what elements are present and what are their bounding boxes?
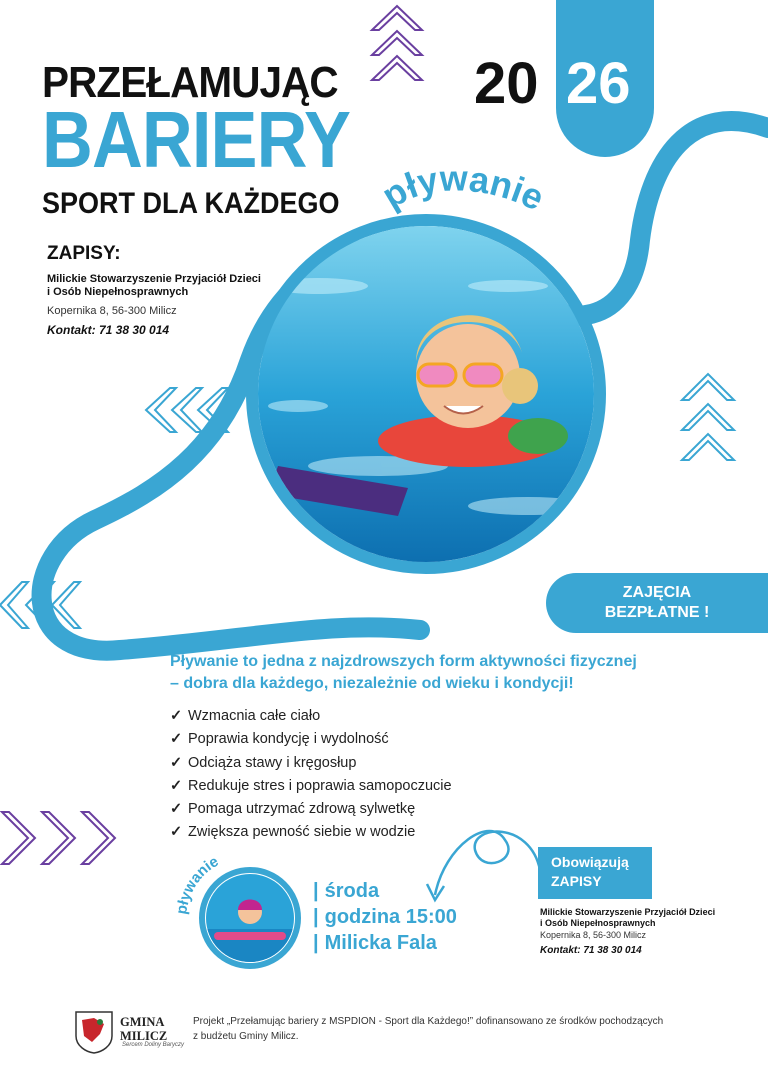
gmina-line-2: MILICZ <box>120 1029 168 1043</box>
registration-org-line-1: Milickie Stowarzyszenie Przyjaciół Dzieci <box>47 273 261 285</box>
list-item: ✓ Wzmacnia całe ciało <box>170 705 452 728</box>
mini-swimmer-photo <box>206 874 294 962</box>
chevrons-bottom <box>2 812 115 864</box>
title-line-2: BARIERY <box>42 95 351 184</box>
year-part-1: 20 <box>474 51 539 116</box>
registration-heading: ZAPISY: <box>47 243 121 264</box>
registration-contact: Kontakt: 71 38 30 014 <box>47 323 170 337</box>
mini-curved-label: pływanie <box>173 852 222 916</box>
list-item: ✓ Odciąża stawy i kręgosłup <box>170 752 452 775</box>
schedule-time: | godzina 15:00 <box>313 906 457 928</box>
registration-address: Kopernika 8, 56-300 Milicz <box>47 305 177 317</box>
funding-note <box>193 1014 713 1044</box>
registration2-org-line-2: i Osób Niepełnosprawnych <box>540 918 656 928</box>
check-icon: ✓ <box>170 731 183 748</box>
registration2-contact: Kontakt: 71 38 30 014 <box>540 945 642 956</box>
swimmer-photo <box>258 226 594 562</box>
registration2-org <box>540 907 740 929</box>
mini-swimmer-illustration <box>206 874 294 962</box>
check-icon: ✓ <box>170 754 183 771</box>
list-item: ✓ Poprawia kondycję i wydolność <box>170 728 452 751</box>
gmina-motto: Sercem Doliny Baryczy <box>122 1042 185 1048</box>
activity-curved-label: pływanie <box>374 157 551 219</box>
check-icon: ✓ <box>170 824 183 841</box>
funding-note-line-1: Projekt „Przełamując bariery z MSPDION - Sport dla Każdego!” dofinansowano ze środków pochodzących <box>193 1016 664 1027</box>
obligation-line-1: Obowiązują <box>551 854 629 870</box>
list-item: ✓ Pomaga utrzymać zdrową sylwetkę <box>170 798 452 821</box>
schedule-day: | środa <box>313 880 380 902</box>
registration-org <box>47 273 277 299</box>
gmina-line-1: GMINA <box>120 1015 165 1029</box>
lead-line-2: – dobra dla każdego, niezależnie od wieku i kondycji! <box>170 675 574 692</box>
check-icon: ✓ <box>170 708 183 724</box>
registration2-address: Kopernika 8, 56-300 Milicz <box>540 930 647 940</box>
list-item: ✓ Zwiększa pewność siebie w wodzie <box>170 821 452 844</box>
free-badge-line-1: ZAJĘCIA <box>622 584 692 601</box>
lead-line-1: Pływanie to jedna z najzdrowszych form aktywności fizycznej <box>170 653 637 670</box>
free-classes-badge <box>546 573 768 633</box>
chevrons-right <box>682 374 734 460</box>
check-icon: ✓ <box>170 801 183 818</box>
check-icon: ✓ <box>170 777 183 794</box>
swimmer-illustration <box>258 226 594 562</box>
benefits-list <box>170 705 452 845</box>
title-line-1: PRZEŁAMUJĄC <box>42 58 338 107</box>
chevrons-left-mid <box>146 388 228 432</box>
title-line-3: SPORT DLA KAŻDEGO <box>42 187 340 220</box>
chevrons-top <box>372 6 422 80</box>
schedule-place: | Milicka Fala <box>313 932 437 954</box>
schedule <box>313 878 457 956</box>
free-badge-line-2: BEZPŁATNE ! <box>604 604 710 621</box>
obligation-line-2: ZAPISY <box>551 873 602 889</box>
funding-note-line-2: z budżetu Gminy Milicz. <box>193 1031 299 1042</box>
registration2-org-line-1: Milickie Stowarzyszenie Przyjaciół Dzieci <box>540 907 716 917</box>
registration-org-line-2: i Osób Niepełnosprawnych <box>47 286 189 298</box>
year-part-2: 26 <box>566 51 631 116</box>
gmina-milicz-crest-icon <box>74 1010 114 1054</box>
registration-required-box <box>538 847 652 899</box>
lead-text <box>170 651 670 695</box>
list-item: ✓ Redukuje stres i poprawia samopoczucie <box>170 775 452 798</box>
gmina-name <box>120 1015 167 1043</box>
